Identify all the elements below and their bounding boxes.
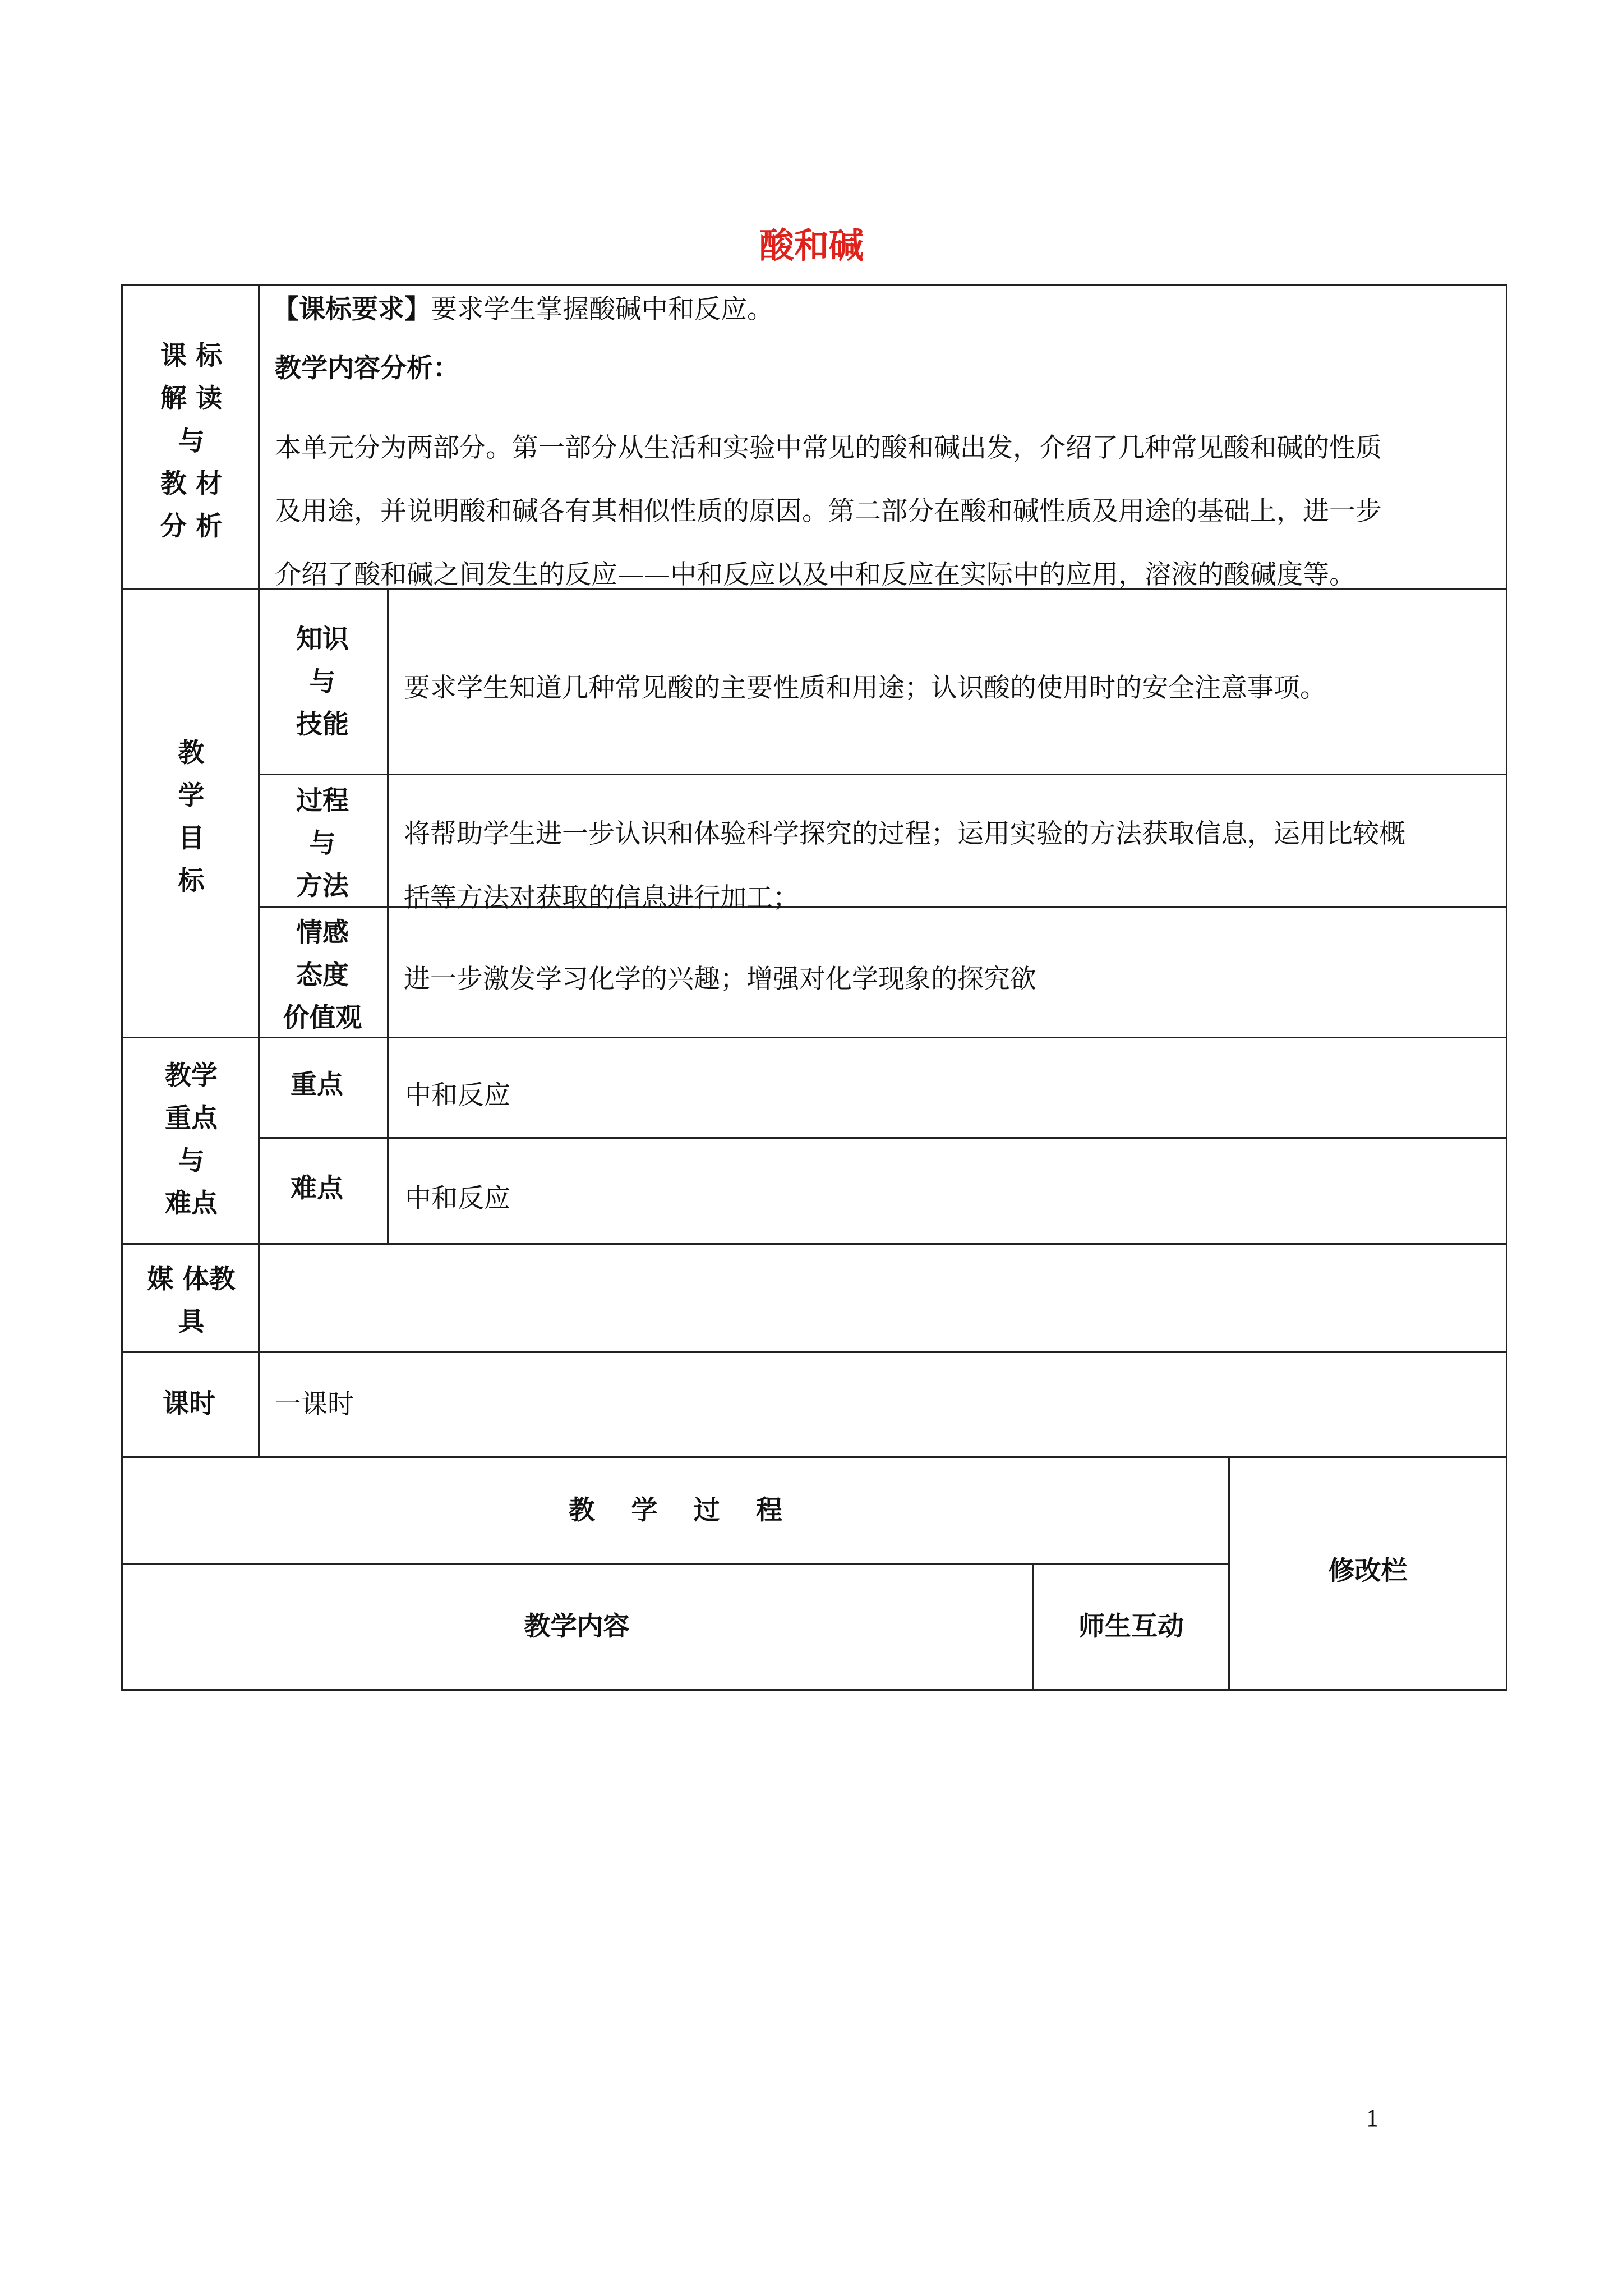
table-divider	[121, 1351, 1507, 1353]
objectives-label: 教 学 目 标	[178, 738, 205, 896]
table-divider	[121, 1563, 1230, 1565]
table-divider	[259, 774, 1507, 775]
analysis-heading: 教学内容分析：	[275, 353, 459, 384]
difficult-point-label: 难点	[291, 1173, 343, 1204]
table-divider	[258, 284, 260, 1458]
difficult-point-text: 中和反应	[405, 1183, 510, 1214]
table-border-right	[1506, 284, 1507, 1691]
curriculum-label: 课 标 解 读 与 教 材 分 析	[160, 341, 223, 542]
page-number: 1	[1366, 2104, 1378, 2132]
media-label: 媒 体教 具	[147, 1264, 236, 1337]
table-divider	[387, 588, 389, 1245]
table-divider	[121, 1243, 1507, 1245]
analysis-paragraph: 本单元分为两部分。第一部分从生活和实验中常见的酸和碱出发，介绍了几种常见酸和碱的性质 及用途，并说明酸和碱各有其相似性质的原因。第二部分在酸和碱性质及用途的基础上，进一步 介绍了酸和碱之间发生的反应——中和反应以及中和反应在实际中的应用，溶液的酸碱度等。	[275, 432, 1382, 590]
process-label: 教 学 过 程	[568, 1495, 783, 1526]
objective-attitude-text: 进一步激发学习化学的兴趣；增强对化学现象的探究欲	[404, 964, 1036, 995]
objective-attitude-label: 情感 态度 价值观	[283, 917, 362, 1033]
objective-knowledge-label: 知识 与 技能	[296, 624, 349, 740]
table-border-bottom	[121, 1689, 1507, 1691]
hours-label: 课时	[163, 1388, 215, 1419]
document-title: 酸和碱	[759, 225, 864, 266]
table-border-top	[121, 284, 1507, 286]
objective-process-text: 将帮助学生进一步认识和体验科学探究的过程；运用实验的方法获取信息，运用比较概 括等方法对获取的信息进行加工；	[404, 818, 1405, 913]
interaction-column-label: 师生互动	[1078, 1611, 1184, 1642]
revision-column-label: 修改栏	[1328, 1556, 1408, 1586]
objective-process-label: 过程 与 方法	[296, 785, 349, 901]
hours-value: 一课时	[275, 1389, 354, 1420]
objective-knowledge-text: 要求学生知道几种常见酸的主要性质和用途；认识酸的使用时的安全注意事项。	[404, 673, 1326, 703]
curriculum-requirement: 【课标要求】要求学生掌握酸碱中和反应。	[273, 294, 773, 325]
key-point-label: 重点	[291, 1069, 343, 1100]
table-border-left	[121, 284, 123, 1691]
key-point-text: 中和反应	[405, 1080, 510, 1111]
table-divider	[121, 1456, 1507, 1458]
table-divider	[259, 1137, 1507, 1139]
key-points-label: 教学 重点 与 难点	[165, 1060, 218, 1219]
content-column-label: 教学内容	[524, 1611, 630, 1642]
